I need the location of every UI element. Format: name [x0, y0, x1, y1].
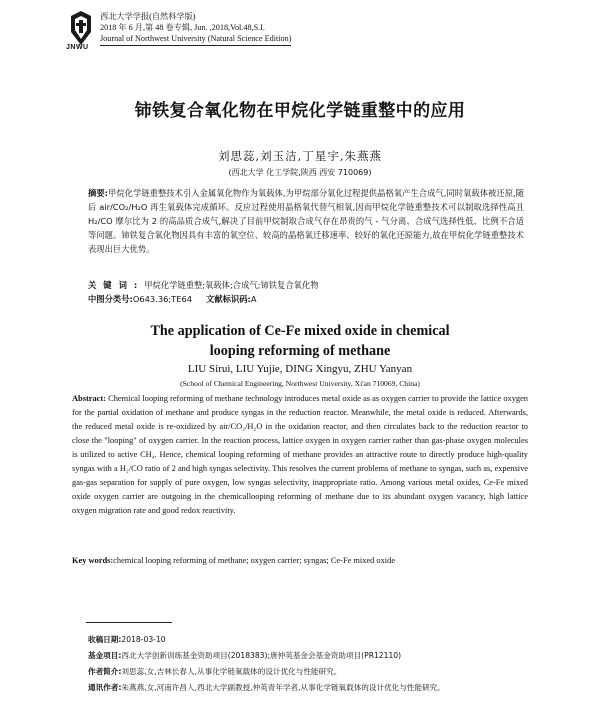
authors-en: LIU Sirui, LIU Yujie, DING Xingyu, ZHU Yanyan [187, 363, 413, 375]
footnote-received [88, 632, 528, 648]
journal-name-en: Journal of Northwest University (Natural Science Edition) [100, 33, 291, 46]
journal-logo-text: JNWU [66, 44, 89, 51]
doc-code-value: A [250, 294, 257, 304]
doc-code-label: 文献标识码: [206, 294, 251, 304]
abstract-en [72, 392, 528, 518]
affiliation-cn: (西北大学 化工学院,陕西 西安 710069) [228, 168, 372, 177]
fund-value: 西北大学创新训练基金资助项目(2018383);唐仲英基金会基金资助项目(PR12110) [121, 651, 402, 660]
classification-line [88, 293, 524, 306]
journal-header [100, 11, 291, 46]
footnote-fund [88, 648, 528, 664]
clc-value: O643.36;TE64 [132, 294, 193, 304]
author-bio-label: 作者简介: [88, 667, 122, 676]
keywords-cn-text: 甲烷化学链重整;氧载体;合成气;铈铁复合氧化物 [144, 280, 319, 290]
footnotes [88, 632, 528, 696]
keywords-cn-label: 关键词: [88, 280, 145, 290]
received-label: 收稿日期: [88, 635, 122, 644]
paper-title-en [0, 321, 600, 361]
abstract-en-text: Chemical looping reforming of methane technology introduces metal oxide as as oxygen carrier to provide the lattice oxygen for the partial oxidation of methane and produce syngas in the reduction reactor. Meanwhile, the metal oxide is reduced. Afterwards, the reduced metal oxide is re-oxidized by air/CO₂/H₂O in the oxidation reactor, and then circulates back to the reduction reactor to close the "looping" of oxygen carrier. In the reaction process, lattice oxygen in oxygen carrier rather than gas-phase oxygen molecules is utilized to active CH₄. Hence, chemical looping reforming of methane provides an attractive route to directly produce high-quality syngas with a H₂/CO ratio of 2 and high syngas selectivity. This resolves the current problems of methane to syngas, such as, expensive gas-gas separation for supply of pure oxygen, low syngas selectivity, inappropriate ratio. Among various metal oxides, Ce-Fe mixed oxide oxygen carrier are outgoing in the chemicallooping reforming of methane due to its abundant oxygen vacancy, high lattice oxygen migration rate and good redox reactivity. [72, 394, 528, 515]
abstract-cn [88, 186, 524, 256]
fund-label: 基金项目: [88, 651, 122, 660]
footnote-divider [86, 622, 172, 623]
keywords-cn [88, 279, 524, 292]
received-value: 2018-03-10 [121, 635, 166, 644]
keywords-en-label: Key words: [72, 556, 114, 565]
footnote-author [88, 664, 528, 680]
journal-issue-line: 2018 年 6 月,第 48 卷专辑, Jun. ,2018,Vol.48,S.I. [100, 23, 265, 32]
affiliation-en: (School of Chemical Engineering, Northwest University, Xi'an 710069, China) [180, 379, 420, 388]
corresponding-label: 通讯作者: [88, 683, 122, 692]
journal-name-cn: 西北大学学报(自然科学版) [100, 12, 196, 21]
authors-cn: 刘思蕊,刘玉洁,丁星宇,朱燕燕 [218, 149, 382, 163]
paper-title-cn: 铈铁复合氧化物在甲烷化学链重整中的应用 [134, 101, 466, 121]
abstract-en-label: Abstract: [72, 394, 106, 403]
journal-logo-icon [70, 10, 92, 46]
corresponding-value: 朱燕燕,女,河南许昌人,西北大学副教授,仲英青年学者,从事化学链氧载体的设计优化与性能研究。 [121, 683, 445, 692]
clc-label: 中图分类号: [88, 294, 133, 304]
keywords-en-text: chemical looping reforming of methane; oxygen carrier; syngas; Ce-Fe mixed oxide [113, 556, 396, 565]
keywords-en [72, 554, 528, 567]
footnote-corresponding [88, 680, 528, 696]
author-bio-value: 刘思蕊,女,吉林长春人,从事化学链氧载体的设计优化与性能研究。 [121, 667, 342, 676]
abstract-cn-label: 摘要: [88, 188, 108, 198]
paper-title-en-line2: looping reforming of methane [209, 343, 391, 359]
paper-title-en-line1: The application of Ce-Fe mixed oxide in chemical [150, 323, 450, 339]
abstract-cn-text: 甲烷化学链重整技术引入金属氧化物作为氧载体,为甲烷部分氧化过程提供晶格氧产生合成气,同时氧载体被还原,随后 air/CO₂/H₂O 再生氧载体完成循环。反应过程使用晶格氧代替气相氧,因而甲烷化学链重整技术可以制取选择性高且 H₂/CO 摩尔比为 2 的高品质合成气,解决了目前甲烷制取合成气存在昂贵的气 - 气分离、合成气选择性低、比例不合适等问题。铈铁复合氧化物因具有丰富的氧空位、较高的晶格氧迁移速率、较好的氧化还原能力,故在甲烷化学链重整技术表现出巨大优势。 [88, 188, 524, 254]
